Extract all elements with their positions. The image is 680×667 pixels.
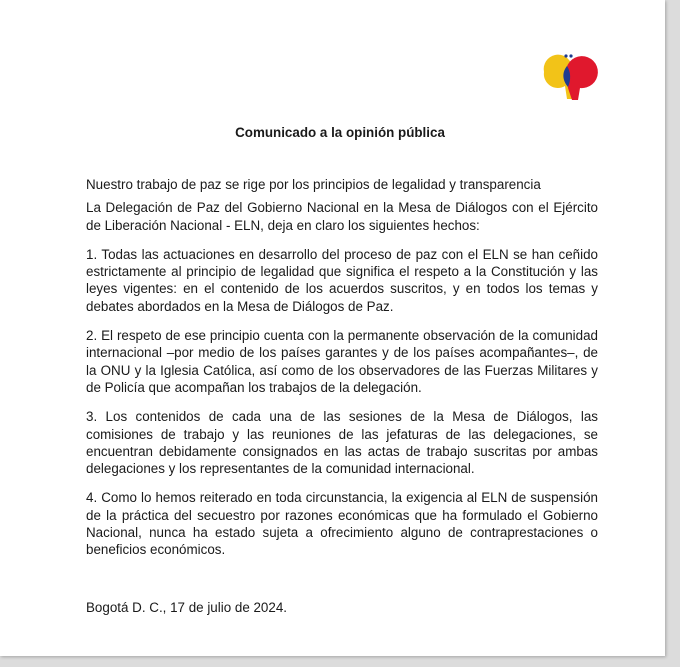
paragraph-point-4: 4. Como lo hemos reiterado en toda circunstancia, la exigencia al ELN de suspensión de la práctica del secuestro por razones económicas que ha formulado el Gobierno Nacional, nunca ha estado sujeta a ofrecimiento alguno de contraprestaciones o beneficios económicos. (86, 490, 598, 558)
document-body (86, 176, 598, 628)
document-title: Comunicado a la opinión pública (235, 125, 445, 140)
paragraph-point-1: 1. Todas las actuaciones en desarrollo del proceso de paz con el ELN se han ceñido estrictamente al principio de legalidad que significa el respeto a la Constitución y las leyes vigentes: en el contenido de los acuerdos suscritos, y en todos los temas y debates abordados en la Mesa de Diálogos de Paz. (86, 246, 598, 314)
signoff-date: Bogotá D. C., 17 de julio de 2024. (86, 599, 287, 615)
government-logo (540, 52, 602, 102)
paragraph-intro: La Delegación de Paz del Gobierno Nacional en la Mesa de Diálogos con el Ejército de Liberación Nacional - ELN, deja en claro los siguientes hechos: (86, 200, 598, 233)
paragraph-point-2: 2. El respeto de ese principio cuenta con la permanente observación de la comunidad internacional –por medio de los países garantes y de los países acompañantes–, de la ONU y la Iglesia Católica, así como de los observadores de las Fuerzas Militares y de Policía que acompañan los trabajos de la delegación. (86, 328, 598, 395)
paragraph-heading: Nuestro trabajo de paz se rige por los principios de legalidad y transparencia (86, 177, 541, 192)
paragraph-point-3: 3. Los contenidos de cada una de las sesiones de la Mesa de Diálogos, las comisiones de trabajo y las reuniones de las jefaturas de las delegaciones, se encuentran debidamente consignados en las actas de trabajo suscritas por ambas delegaciones y los representantes de la comunidad internacional. (86, 409, 598, 477)
